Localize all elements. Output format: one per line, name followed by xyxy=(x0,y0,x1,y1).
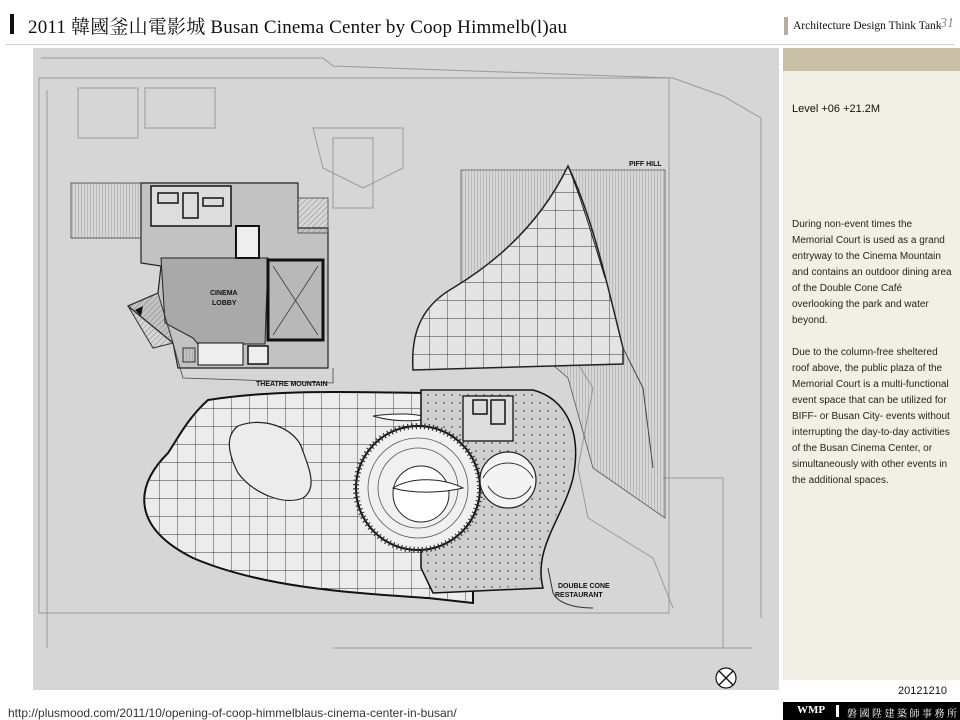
north-arrow-icon xyxy=(716,668,736,688)
header-divider xyxy=(6,44,954,45)
level-label: Level +06 +21.2M xyxy=(792,103,881,115)
think-tank-label: Architecture Design Think Tank xyxy=(793,20,942,32)
floor-plan-image xyxy=(33,48,779,690)
description-paragraph-2: Due to the column-free sheltered roof above, the public plaza of the Memorial Court is a multi-functional event space that can be utilized for BIFF- or Busan City- events without interrupting the day-to-day activities of the Busan Cinema Center, or simultaneously with other events in the additional spaces. xyxy=(792,347,950,486)
description-paragraph-1: During non-event times the Memorial Court is used as a grand entryway to the Cinema Mountain and contains an outdoor dining area of the Double Cone Café overlooking the park and water beyond. xyxy=(792,219,952,326)
header xyxy=(0,0,960,44)
badge-separator xyxy=(836,705,839,717)
double-cone-label-2: RESTAURANT xyxy=(555,592,603,599)
firm-name: 磐 國 陞 建 築 師 事 務 所 xyxy=(847,709,957,720)
page-title: 2011 韓國釜山電影城 Busan Cinema Center by Coop Himmelb(l)au xyxy=(28,17,568,38)
floor-plan-drawing xyxy=(33,48,779,690)
think-tank-marker xyxy=(784,17,788,35)
title-marker xyxy=(10,14,14,34)
panel-header-band xyxy=(783,48,960,71)
piff-hill-label: PIFF HILL xyxy=(629,161,662,168)
page-number: 31 xyxy=(940,16,954,31)
footer-badge xyxy=(783,702,960,720)
double-cone-label: DOUBLE CONE xyxy=(558,583,610,590)
brand-label: WMP xyxy=(797,704,826,716)
source-url: http://plusmood.com/2011/10/opening-of-coop-himmelblaus-cinema-center-in-busan/ xyxy=(8,706,457,720)
cinema-lobby-label-2: LOBBY xyxy=(212,300,237,307)
date-label: 20121210 xyxy=(898,685,947,697)
theatre-mountain-building xyxy=(71,183,333,388)
description-panel xyxy=(783,48,960,680)
cinema-lobby-label: CINEMA xyxy=(210,290,238,297)
theatre-mountain-label: THEATRE MOUNTAIN xyxy=(256,381,328,388)
